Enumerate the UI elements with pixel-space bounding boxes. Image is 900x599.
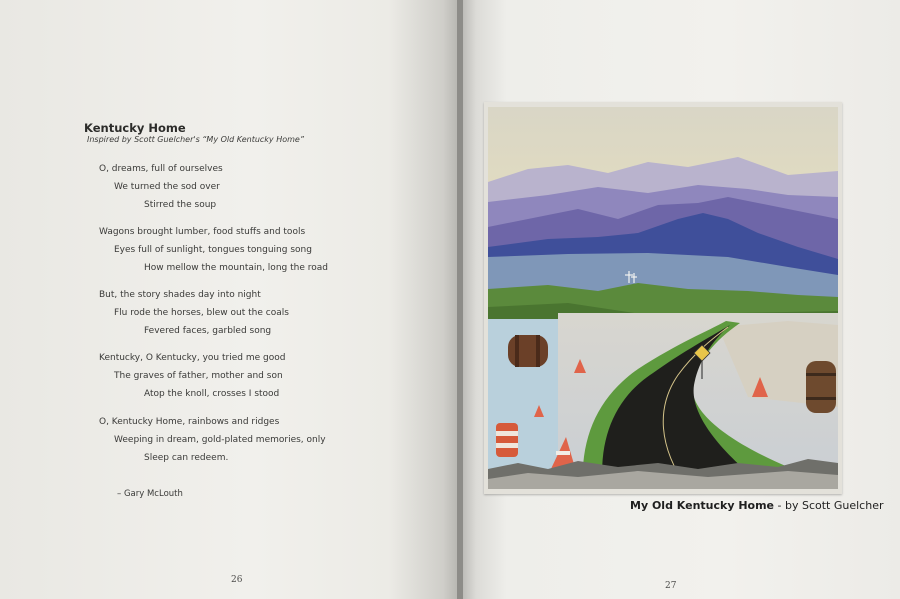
poem-title: Kentucky Home [84, 121, 186, 135]
barrel-bottom [496, 423, 518, 457]
artwork-caption [630, 499, 883, 512]
poem-line: We turned the sod over [114, 182, 220, 192]
page-number-right: 27 [665, 581, 677, 591]
poem-line: Atop the knoll, crosses I stood [144, 389, 280, 399]
poem-line: How mellow the mountain, long the road [144, 263, 328, 273]
poem-line: Wagons brought lumber, food stuffs and tools [99, 227, 306, 237]
poem-line: Weeping in dream, gold-plated memories, only [114, 435, 326, 445]
poem-line: Stirred the soup [144, 200, 217, 210]
artwork-painting [488, 107, 838, 489]
caption-title: My Old Kentucky Home [630, 499, 775, 512]
poem-line: O, Kentucky Home, rainbows and ridges [99, 417, 280, 427]
page-number-left: 26 [231, 575, 243, 585]
barrel-right [806, 361, 836, 413]
poem-subtitle: Inspired by Scott Guelcher's “My Old Kentucky Home” [87, 135, 304, 144]
poem-line: Sleep can redeem. [144, 453, 229, 463]
barrel-left [508, 335, 548, 367]
poem-author: – Gary McLouth [117, 489, 183, 499]
poem-line: But, the story shades day into night [99, 290, 261, 300]
poem-line: Flu rode the horses, blew out the coals [114, 308, 289, 318]
caption-byline: - by Scott Guelcher [777, 499, 884, 512]
poem-line: O, dreams, full of ourselves [99, 164, 223, 174]
poem-line: Eyes full of sunlight, tongues tonguing song [114, 245, 312, 255]
poem-line: Kentucky, O Kentucky, you tried me good [99, 353, 286, 363]
poem-line: Fevered faces, garbled song [144, 326, 272, 336]
poem-line: The graves of father, mother and son [114, 371, 283, 381]
